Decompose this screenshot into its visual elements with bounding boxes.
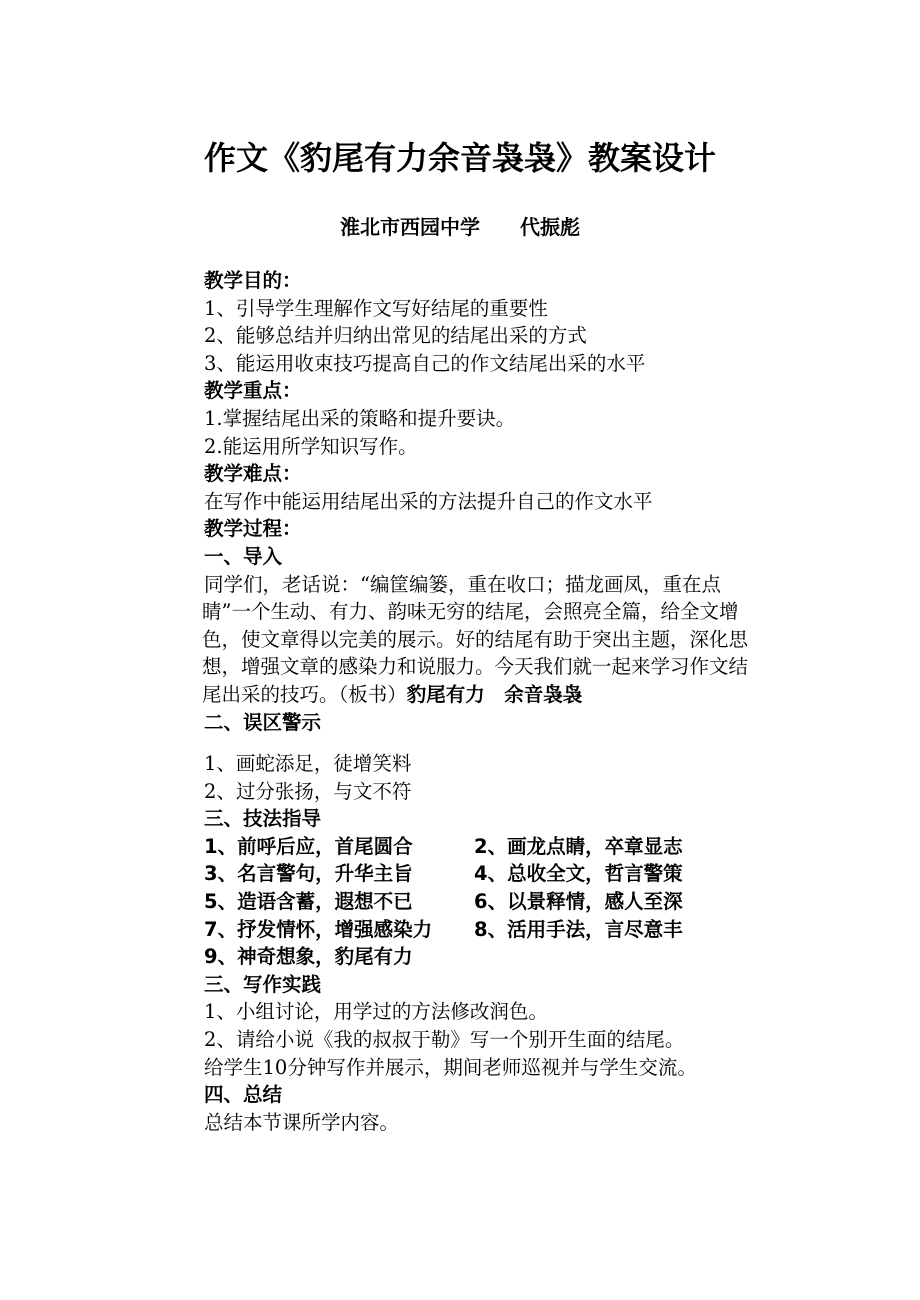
technique-item: 5、造语含蓄，遐想不已 [204,890,413,914]
technique-item: 1、前呼后应，首尾圆合 [204,834,413,858]
technique-item: 3、名言警句，升华主旨 [204,862,413,886]
goals-heading: 教学目的： [204,269,302,292]
intro-paragraph-line: 色，使文章得以完美的展示。好的结尾有助于突出主题，深化思 [202,627,749,651]
goal-item: 3、能运用收束技巧提高自己的作文结尾出采的水平 [204,351,646,375]
difficulty-text: 在写作中能运用结尾出采的方法提升自己的作文水平 [204,489,653,513]
key-point-item: 1.掌握结尾出采的策略和提升要诀。 [204,406,516,430]
technique-item: 6、以景释情，感人至深 [474,890,683,914]
goal-item: 2、能够总结并归纳出常见的结尾出采的方式 [204,324,587,348]
goal-item: 1、引导学生理解作文写好结尾的重要性 [204,296,548,320]
intro-paragraph-line: 同学们，老话说：“编筐编篓，重在收口；描龙画凤，重在点 [204,572,721,596]
pitfall-item: 1、画蛇添足，徒增笑料 [204,752,412,776]
board-writing: 豹尾有力 余音袅袅 [406,682,583,706]
pitfall-item: 2、过分张扬，与文不符 [204,779,412,803]
intro-heading: 一、导入 [204,544,283,568]
technique-item: 4、总收全文，哲言警策 [474,862,683,886]
technique-row [204,833,768,861]
technique-item: 7、抒发情怀，增强感染力 [204,917,433,941]
author-name: 代振彪 [520,215,580,239]
summary-heading: 四、总结 [204,1083,283,1107]
intro-paragraph-line: 想，增强文章的感染力和说服力。今天我们就一起来学习作文结 [202,655,749,679]
school-name: 淮北市西园中学 [340,215,480,239]
practice-item: 给学生10分钟写作并展示，期间老师巡视并与学生交流。 [204,1055,697,1079]
key-point-item: 2.能运用所学知识写作。 [204,434,418,458]
author-line [0,213,920,241]
technique-item: 8、活用手法，言尽意丰 [474,917,683,941]
practice-heading: 三、写作实践 [204,972,322,996]
intro-paragraph-line: 尾出采的技巧。（板书） [202,682,407,706]
technique-item: 9、神奇想象，豹尾有力 [204,945,413,969]
key-points-heading: 教学重点： [204,379,302,403]
practice-item: 2、请给小说《我的叔叔于勒》写一个别开生面的结尾。 [204,1028,685,1052]
technique-row [204,916,768,944]
process-heading: 教学过程： [204,517,302,541]
difficulty-heading: 教学难点： [204,462,302,486]
document-title: 作文《豹尾有力余音袅袅》教案设计 [203,139,716,177]
document-body [204,267,768,1136]
summary-text: 总结本节课所学内容。 [204,1110,400,1134]
technique-item: 2、画龙点睛，卒章显志 [474,834,683,858]
practice-item: 1、小组讨论，用学过的方法修改润色。 [204,1000,548,1024]
technique-row [204,888,768,916]
pitfalls-heading: 二、误区警示 [204,710,322,734]
intro-paragraph-line: 睛”一个生动、有力、韵味无穷的结尾，会照亮全篇，给全文增 [202,600,739,624]
technique-row [204,860,768,888]
intro-paragraph-last-line [202,681,768,709]
spacer [204,736,768,750]
techniques-heading: 三、技法指导 [204,807,322,831]
technique-row [204,943,768,971]
